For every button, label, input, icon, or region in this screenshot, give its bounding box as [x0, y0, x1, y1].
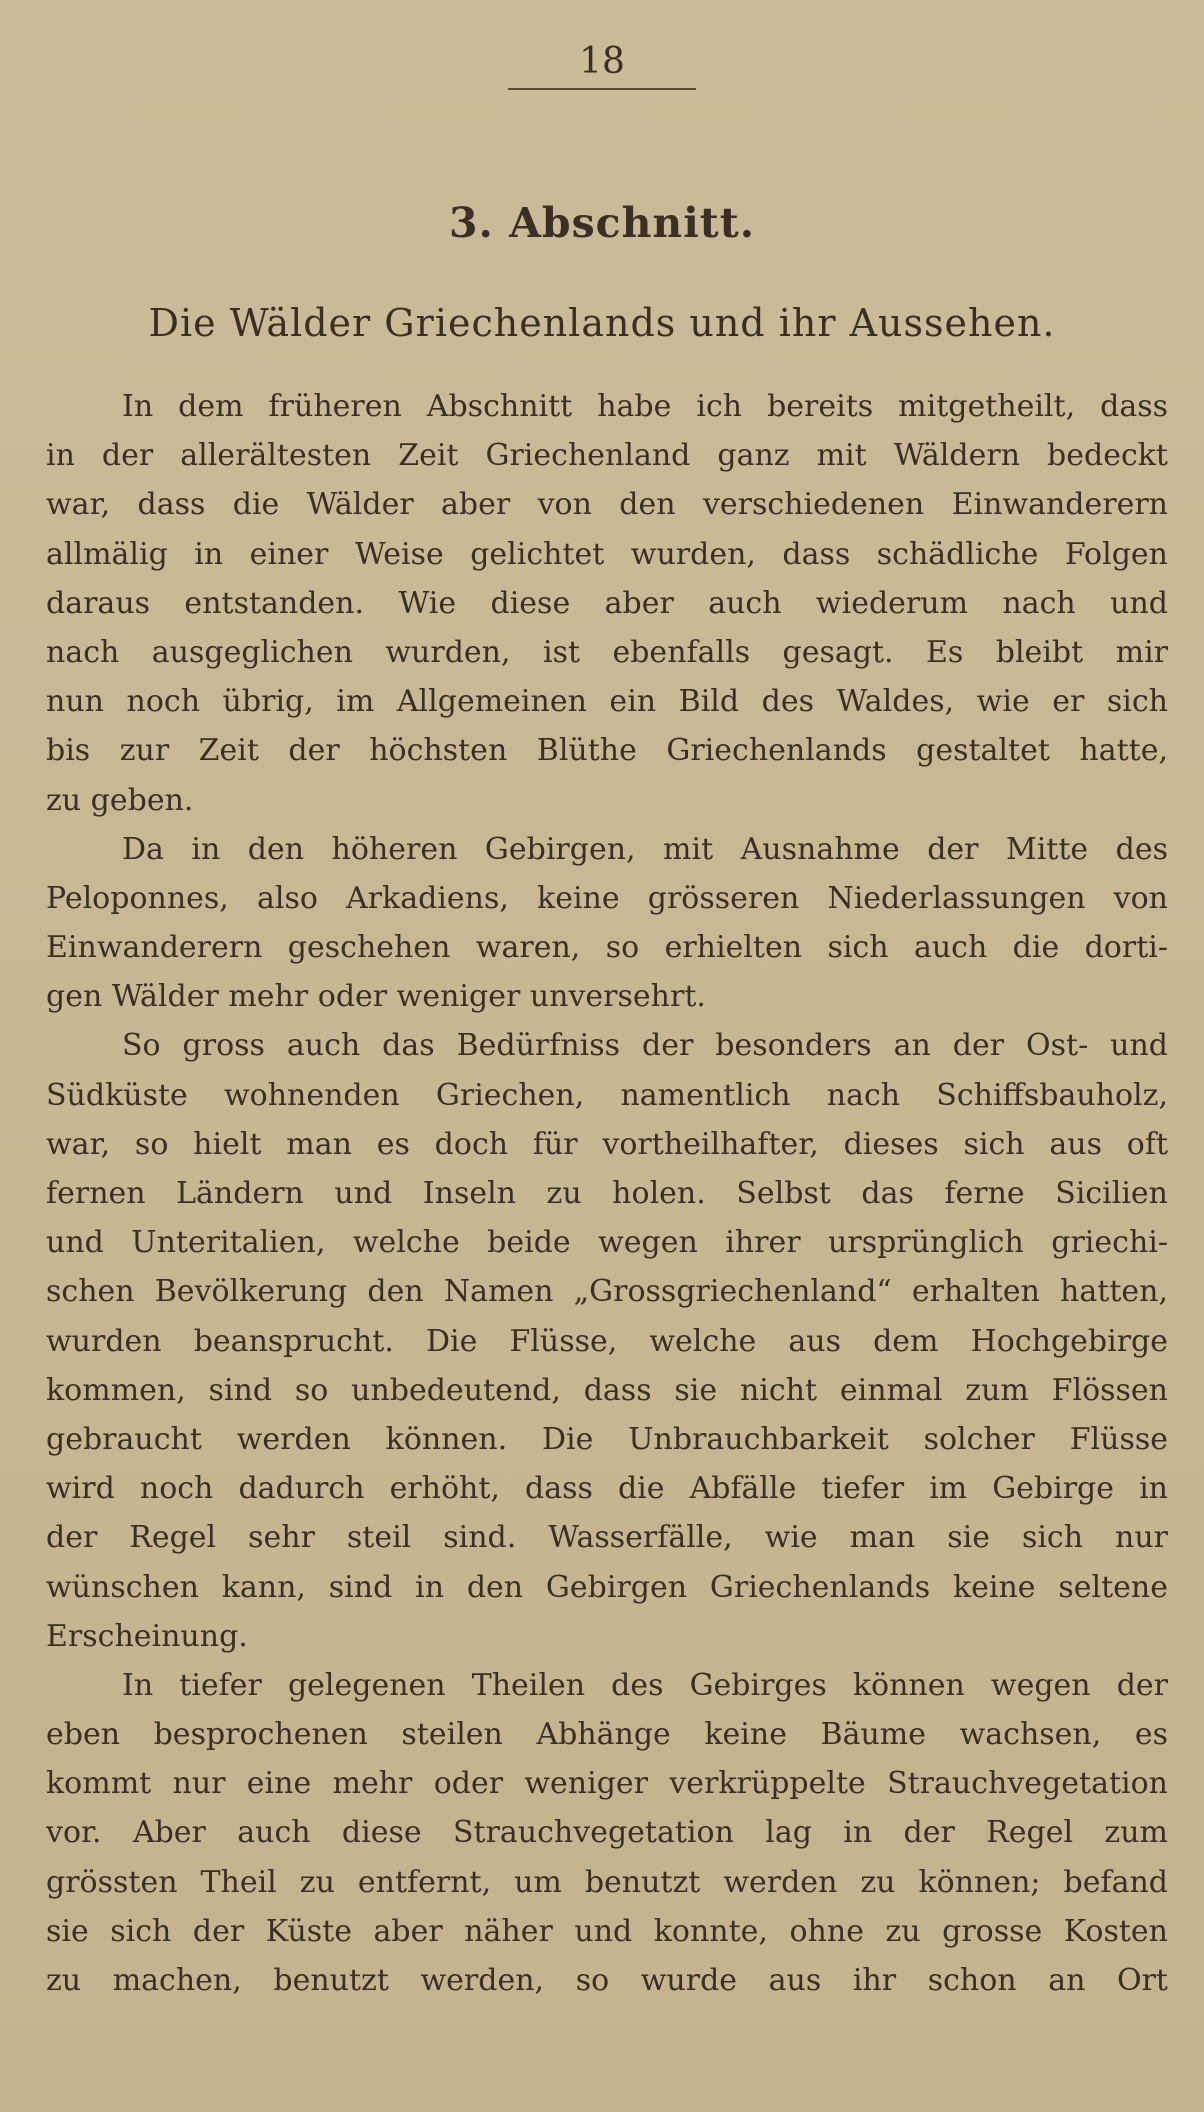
text-line: In tiefer gelegenen Theilen des Gebirges können wegen der	[122, 1667, 1168, 1703]
text-line: Südküste wohnenden Griechen, namentlich nach Schiffsbauholz,	[46, 1077, 1168, 1113]
text-line: gebraucht werden können. Die Unbrauchbarkeit solcher Flüsse	[46, 1421, 1168, 1457]
text-line: schen Bevölkerung den Namen „Grossgriechenland“ erhalten hatten,	[46, 1274, 1168, 1310]
text-line: der Regel sehr steil sind. Wasserfälle, wie man sie sich nur	[46, 1520, 1168, 1556]
text-line: war, dass die Wälder aber von den verschiedenen Einwanderern	[46, 487, 1168, 523]
text-line: wird noch dadurch erhöht, dass die Abfälle tiefer im Gebirge in	[46, 1471, 1168, 1507]
text-line: sie sich der Küste aber näher und konnte, ohne zu grosse Kosten	[46, 1913, 1168, 1949]
text-line: In dem früheren Abschnitt habe ich bereits mitgetheilt, dass	[122, 389, 1168, 424]
chapter-heading: 3. Abschnitt.	[449, 199, 755, 247]
text-line: und Unteritalien, welche beide wegen ihrer ursprünglich griechi-	[46, 1225, 1168, 1261]
page-number: 18	[579, 41, 625, 82]
text-line: fernen Ländern und Inseln zu holen. Selbst das ferne Sicilien	[46, 1176, 1168, 1211]
text-line: gen Wälder mehr oder weniger unversehrt.	[46, 979, 706, 1015]
text-line: zu geben.	[46, 782, 194, 818]
text-line: eben besprochenen steilen Abhänge keine Bäume wachsen, es	[46, 1717, 1168, 1753]
text-line: So gross auch das Bedürfniss der besonders an der Ost- und	[122, 1028, 1168, 1064]
text-line: kommt nur eine mehr oder weniger verkrüppelte Strauchvegetation	[46, 1766, 1168, 1802]
text-line: grössten Theil zu entfernt, um benutzt werden zu können; befand	[46, 1864, 1168, 1900]
text-line: kommen, sind so unbedeutend, dass sie nicht einmal zum Flössen	[46, 1372, 1168, 1408]
text-line: bis zur Zeit der höchsten Blüthe Griechenlands gestaltet hatte,	[46, 733, 1168, 769]
text-line: wünschen kann, sind in den Gebirgen Griechenlands keine seltene	[46, 1569, 1168, 1605]
text-line: zu machen, benutzt werden, so wurde aus ihr schon an Ort	[46, 1963, 1168, 1998]
text-line: wurden beansprucht. Die Flüsse, welche aus dem Hochgebirge	[46, 1323, 1168, 1359]
text-line: daraus entstanden. Wie diese aber auch wiederum nach und	[46, 585, 1168, 621]
chapter-title: Die Wälder Griechenlands und ihr Aussehen.	[148, 301, 1056, 345]
header-rule	[508, 88, 696, 90]
body-text	[46, 382, 1168, 2005]
text-line: nun noch übrig, im Allgemeinen ein Bild des Waldes, wie er sich	[46, 684, 1168, 720]
text-line: Einwanderern geschehen waren, so erhielten sich auch die dorti-	[46, 930, 1168, 966]
text-line: in der allerältesten Zeit Griechenland ganz mit Wäldern bedeckt	[46, 438, 1168, 474]
text-line: Erscheinung.	[46, 1618, 248, 1654]
text-line: nach ausgeglichen wurden, ist ebenfalls gesagt. Es bleibt mir	[46, 634, 1168, 670]
text-line: Peloponnes, also Arkadiens, keine grösseren Niederlassungen von	[46, 880, 1168, 916]
text-line: Da in den höheren Gebirgen, mit Ausnahme der Mitte des	[122, 831, 1168, 867]
text-line: vor. Aber auch diese Strauchvegetation lag in der Regel zum	[46, 1815, 1168, 1851]
text-line: allmälig in einer Weise gelichtet wurden, dass schädliche Folgen	[46, 536, 1168, 572]
text-line: war, so hielt man es doch für vortheilhafter, dieses sich aus oft	[46, 1126, 1168, 1162]
